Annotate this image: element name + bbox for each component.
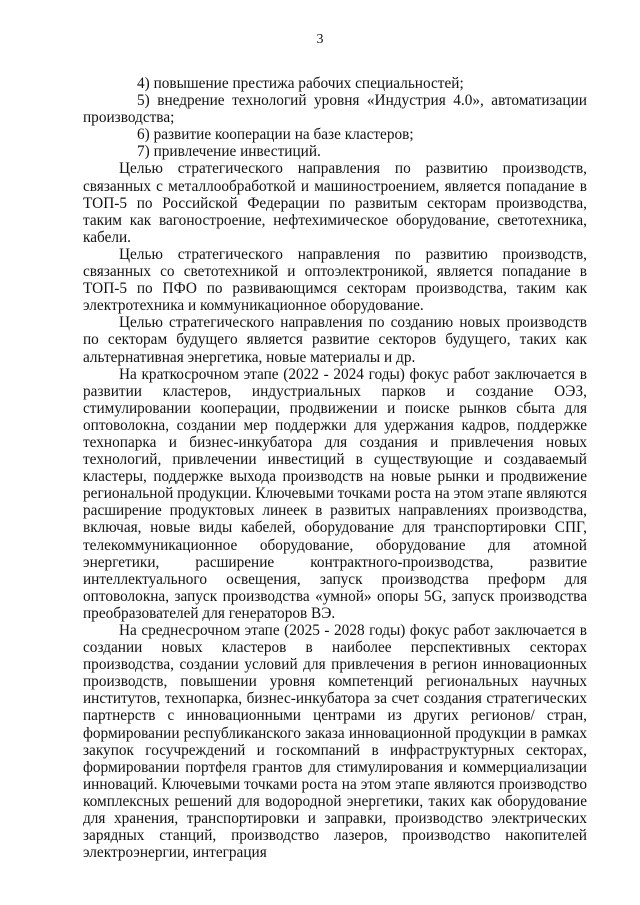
list-item-5: 5) внедрение технологий уровня «Индустрия 4.0», автоматизации производства; <box>83 92 587 127</box>
body-text <box>83 75 587 861</box>
paragraph-lighting-goal: Целью стратегического направления по развитию производств, связанных со светотехникой и оптоэлектроникой, является попадание в ТОП-5 по ПФО по развивающимся секторам производства, таким как электротехника и коммуникационное оборудование. <box>83 245 587 315</box>
list-item-6: 6) развитие кооперации на базе кластеров; <box>137 126 414 144</box>
paragraph-future-sectors-goal: Целью стратегического направления по созданию новых производств по секторам будущего является развитие секторов будущего, таких как альтернативная энергетика, новые материалы и др. <box>83 314 587 366</box>
list-item-7: 7) привлечение инвестиций. <box>137 143 321 161</box>
paragraph-short-term-stage: На краткосрочном этапе (2022 - 2024 годы) фокус работ заключается в развитии кластеров, индустриальных парков и создание ОЭЗ, стимулировании кооперации, продвижении и поиске рынков сбыта для оптоволокна, создании мер поддержки для удержания кадров, поддержке технопарка и бизнес-инкубатора для создания и привлечения новых технологий, привлечении инвестиций в существующие и создаваемый кластеры, поддержке выхода производств на новые рынки и продвижение региональной продукции. Ключевыми точками роста на этом этапе являются расширение продуктовых линеек в развитых направлениях производства, включая, новые виды кабелей, оборудование для транспортировки СПГ, телекоммуникационное оборудование, оборудование для атомной энергетики, расширение контрактного-производства, развитие интеллектуального освещения, запуск производства преформ для оптоволокна, запуск производства «умной» опоры 5G, запуск производства преобразователей для генераторов ВЭ. <box>83 365 587 622</box>
paragraph-medium-term-stage: На среднесрочном этапе (2025 - 2028 годы) фокус работ заключается в создании новых кластеров в наиболее перспективных секторах производства, создании условий для привлечения в регион инновационных производств, повышении уровня компетенций региональных научных институтов, технопарка, бизнес-инкубатора за счет создания стратегических партнерств с инновационными центрами из других регионов/ стран, формировании республиканского заказа инновационной продукции в рамках закупок госучреждений и госкомпаний в инфраструктурных секторах, формировании портфеля грантов для стимулирования и коммерциализации инноваций. Ключевыми точками роста на этом этапе являются производство комплексных решений для водородной энергетики, таких как оборудование для хранения, транспортировки и заправки, производство электрических зарядных станций, производство лазеров, производство накопителей электроэнергии, интеграция <box>83 622 587 862</box>
paragraph-metalworking-goal: Целью стратегического направления по развитию производств, связанных с металлообработкой и машиностроением, является попадание в ТОП-5 по Российской Федерации по развитым секторам производства, таким как вагоностроение, нефтехимическое оборудование, светотехника, кабели. <box>83 160 587 246</box>
page-number: 3 <box>316 32 324 47</box>
list-item-4: 4) повышение престижа рабочих специальностей; <box>137 75 464 92</box>
